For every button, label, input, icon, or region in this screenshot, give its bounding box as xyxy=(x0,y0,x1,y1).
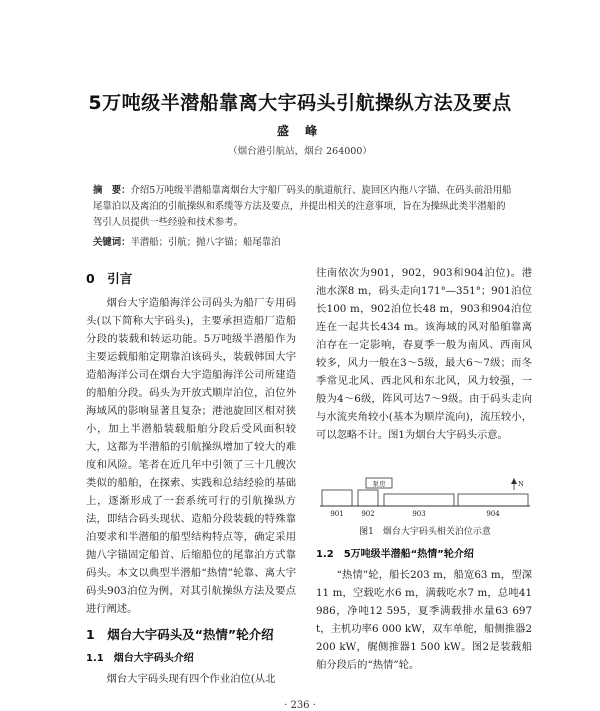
section-1-1-paragraph-cont: 往南依次为901，902，903和904泊位)。港池水深8 m，码头走向171°—351°；901泊位长100 m，902泊位长48 m，903和904泊位连在一起共长434 m。该海域的风对船舶靠离泊存在一定影响，春夏季一般为南风、西南风较多，风力一般在3～5级，最大6～7级；而冬季常见北风、西北风和东北风，风力较强，一般为4～6级，阵风可达7～9级。由于码头走向与水流夹角较小(基本为顺岸流向)，流压较小，可以忽略不计。图1为烟台大宇码头示意。 xyxy=(316,267,532,441)
label-902: 902 xyxy=(361,510,375,518)
label-904: 904 xyxy=(486,510,500,518)
keywords-text: 半潜船；引航；抛八字锚；船尾靠泊 xyxy=(130,237,281,248)
author-name: 盛 峰 xyxy=(276,124,324,138)
north-arrow-head xyxy=(511,478,517,484)
intro-heading: 0 引言 xyxy=(86,271,133,286)
building-label: 泵房 xyxy=(372,480,386,488)
paper-title: 5万吨级半潜船靠离大宇码头引航操纵方法及要点 xyxy=(88,92,512,114)
wharf-diagram xyxy=(318,476,532,522)
keywords xyxy=(93,234,513,248)
section-1-1-heading: 1.1 烟台大宇码头介绍 xyxy=(86,653,194,664)
abstract xyxy=(93,183,513,231)
left-column xyxy=(86,270,296,688)
page-number: · 236 · xyxy=(284,700,316,711)
berth-904-box xyxy=(458,494,528,506)
section-1-1-paragraph-start: 烟台大宇码头现有四个作业泊位(从北 xyxy=(106,673,276,685)
label-903: 903 xyxy=(412,510,426,518)
berth-903-box xyxy=(384,494,454,506)
berth-902-box xyxy=(358,490,378,506)
right-column xyxy=(316,264,532,444)
abstract-text: 介绍5万吨级半潜船靠离烟台大宇船厂码头的航道航行、旋回区内拖八字锚、在码头前沿用船尾靠泊以及离泊的引航操纵和系缆等方法及要点，并提出相关的注意事项，旨在为操纵此类半潜船的驾引人员提供一些经验和技术参考。 xyxy=(93,185,512,228)
section-1-2-heading: 1.2 5万吨级半潜船“热情”轮介绍 xyxy=(316,549,474,560)
label-901: 901 xyxy=(330,510,344,518)
keywords-label: 关键词： xyxy=(93,237,131,248)
author-affiliation: （烟台港引航站，烟台 264000） xyxy=(228,146,372,157)
intro-paragraph: 烟台大宇造船海洋公司码头为船厂专用码头(以下简称大宇码头)，主要承担造船厂造船分段的装载和转运功能。5万吨级半潜船作为主要运载船舶定期靠泊该码头，装载韩国大宇造船海洋公司在烟台大宇造船海洋公司所建造的船舶分段。码头为开放式顺岸泊位，泊位外海域风的影响显著且复杂；港池旋回区相对狭小，加上半潜船装载船舶分段后受风面积较大，这都为半潜船的引航操纵增加了较大的难度和风险。笔者在近几年中引领了三十几艘次类似的船舶，在探索、实践和总结经验的基础上，逐渐形成了一套系统可行的引航操纵方法，即结合码头现状、造船分段装载的特殊靠泊要求和半潜船的船型结构特点等，确定采用抛八字锚固定船首、后缩船位的尾靠泊方式靠码头。本文以典型半潜船“热情”轮靠、离大宇码头903泊位为例，对其引航操纵方法及要点进行阐述。 xyxy=(86,297,296,615)
figure-1 xyxy=(318,476,532,522)
section-1-2-paragraph: “热情”轮，船长203 m，船宽63 m，型深11 m，空载吃水6 m，满载吃水7 m，总吨41 986，净吨12 595，夏季满载排水量63 697 t，主机功率6 000 kW，双车单舵，船侧推器2 200 kW，艉侧推器1 500 kW。图2是装载船舶分段后的“热情”轮。 xyxy=(316,569,532,671)
abstract-label: 摘 要： xyxy=(93,185,131,196)
right-column-lower xyxy=(316,546,532,674)
section-1-heading: 1 烟台大宇码头及“热情”轮介绍 xyxy=(86,627,274,642)
figure-1-caption: 图1 烟台大宇码头相关泊位示意 xyxy=(359,527,491,537)
berth-901-box xyxy=(322,490,352,506)
north-label: N xyxy=(518,480,524,488)
